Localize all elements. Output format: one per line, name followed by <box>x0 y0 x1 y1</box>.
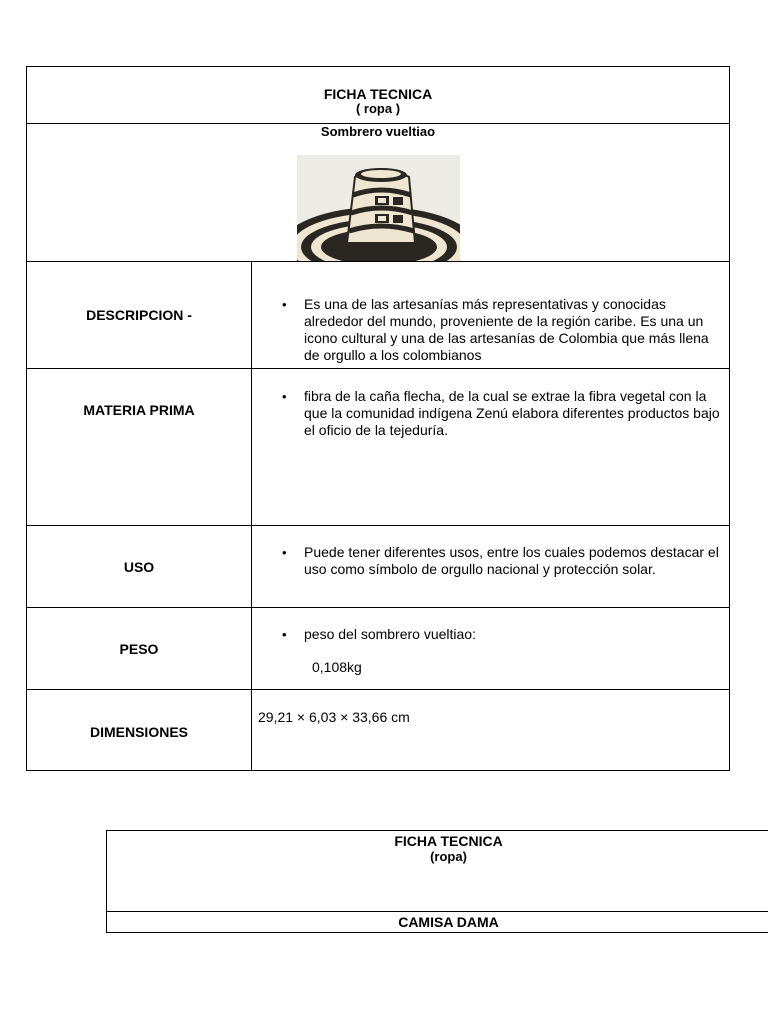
product-name: Sombrero vueltiao <box>320 124 436 139</box>
dimensiones-row <box>27 690 729 770</box>
sheet-subtitle: ( ropa ) <box>355 101 401 116</box>
peso-row <box>27 608 729 690</box>
sheet2-product-name: CAMISA DAMA <box>398 914 499 930</box>
peso-label: PESO <box>27 608 252 689</box>
materia-prima-row <box>27 369 729 526</box>
dimensiones-label: DIMENSIONES <box>27 690 252 770</box>
materia-prima-value <box>252 369 729 525</box>
dimensiones-value: 29,21 × 6,03 × 33,66 cm <box>258 709 410 725</box>
descripcion-value <box>252 262 729 368</box>
peso-bullet: • peso del sombrero vueltiao: <box>252 626 729 643</box>
sheet-title: FICHA TECNICA <box>323 86 433 102</box>
descripcion-bullet: • Es una de las artesanías más representativas y conocidas alrededor del mundo, proveniente de la región caribe. Es una un icono cultural y una de las artesanías de Colombia que más llena de orgullo a los colombianos <box>252 296 729 364</box>
materia-prima-label: MATERIA PRIMA <box>27 369 252 525</box>
descripcion-label: DESCRIPCION - <box>27 262 252 368</box>
materia-prima-bullet: • fibra de la caña flecha, de la cual se extrae la fibra vegetal con la que la comunidad indígena Zenú elabora diferentes productos bajo el oficio de la tejeduría. <box>252 388 729 439</box>
uso-row <box>27 526 729 608</box>
descripcion-row <box>27 262 729 369</box>
sombrero-image <box>297 155 460 261</box>
product-row-2 <box>107 912 768 933</box>
peso-value <box>252 608 729 689</box>
ficha-tecnica-sombrero <box>26 66 730 771</box>
uso-label: USO <box>27 526 252 607</box>
uso-value <box>252 526 729 607</box>
header-row-2 <box>107 831 768 912</box>
peso-amount: 0,108kg <box>312 659 362 675</box>
uso-bullet: • Puede tener diferentes usos, entre los cuales podemos destacar el uso como símbolo de orgullo nacional y protección solar. <box>252 544 729 578</box>
header-row <box>27 67 729 124</box>
ficha-tecnica-camisa <box>106 830 768 933</box>
sheet2-subtitle: (ropa) <box>430 849 467 864</box>
product-row <box>27 124 729 262</box>
sheet2-title: FICHA TECNICA <box>394 833 503 849</box>
